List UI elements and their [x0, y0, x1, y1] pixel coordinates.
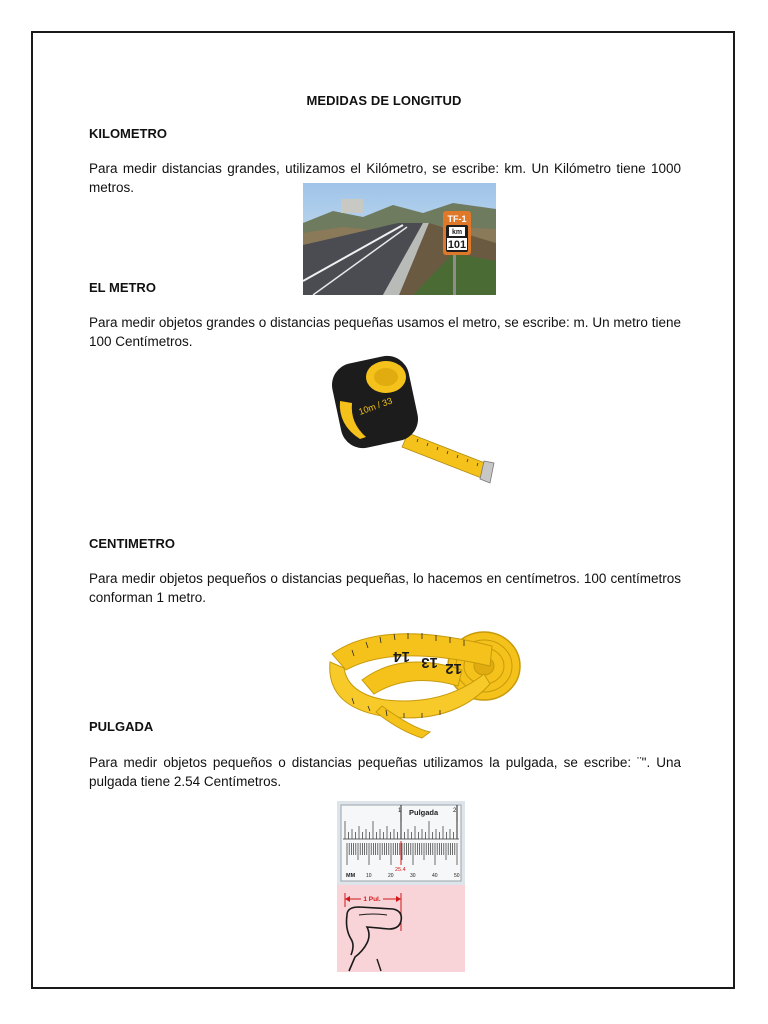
paragraph-pulgada: Para medir objetos pequeños o distancias pequeñas utilizamos la pulgada, se escribe: ¨". Una pulgada tiene 2.54 Centímetros.: [89, 755, 681, 789]
road-sign-image: [303, 183, 496, 295]
tape-number-12: 12: [445, 660, 462, 677]
ruler-mm-value: 20: [388, 873, 394, 879]
tape-number-14: 14: [393, 648, 410, 665]
sign-unit-text: km: [451, 229, 463, 236]
ruler-mm-value: 50: [454, 873, 460, 879]
finger-inch-label: 1 Pul.: [363, 896, 381, 903]
heading-pulgada: PULGADA: [89, 719, 154, 734]
heading-centimetro: CENTIMETRO: [89, 536, 175, 551]
ruler-pulgada-label: Pulgada: [409, 808, 439, 817]
heading-el-metro: EL METRO: [89, 280, 156, 295]
tape-measure-image: [332, 345, 500, 487]
ruler-mm-value: 40: [432, 873, 438, 879]
finger-inch-image: [337, 885, 465, 972]
paragraph-el-metro: Para medir objetos grandes o distancias pequeñas usamos el metro, se escribe: m. Un metro tiene 100 Centímetros.: [89, 315, 681, 349]
sign-number-text: 101: [447, 239, 467, 251]
document-title: MEDIDAS DE LONGITUD: [306, 93, 462, 108]
ruler-inch-2: 2: [453, 808, 457, 814]
tape-case-label: 10m / 33: [357, 395, 394, 417]
ruler-mm-value: 10: [366, 873, 372, 879]
paragraph-centimetro: Para medir objetos pequeños o distancias pequeñas, lo hacemos en centímetros. 100 centímetros conforman 1 metro.: [89, 571, 681, 605]
paragraph-kilometro: Para medir distancias grandes, utilizamos el Kilómetro, se escribe: km. Un Kilómetro tiene 1000 metros.: [89, 161, 681, 195]
tape-number-13: 13: [421, 654, 438, 671]
ruler-highlight-value: 25.4: [395, 867, 406, 873]
inch-ruler-image: [337, 801, 465, 885]
tailor-tape-image: [322, 610, 522, 740]
ruler-mm-label: MM: [346, 873, 356, 879]
ruler-mm-value: 30: [410, 873, 416, 879]
heading-kilometro: KILOMETRO: [89, 126, 167, 141]
sign-top-text: TF-1: [447, 214, 467, 224]
ruler-inch-1: 1: [398, 808, 402, 814]
